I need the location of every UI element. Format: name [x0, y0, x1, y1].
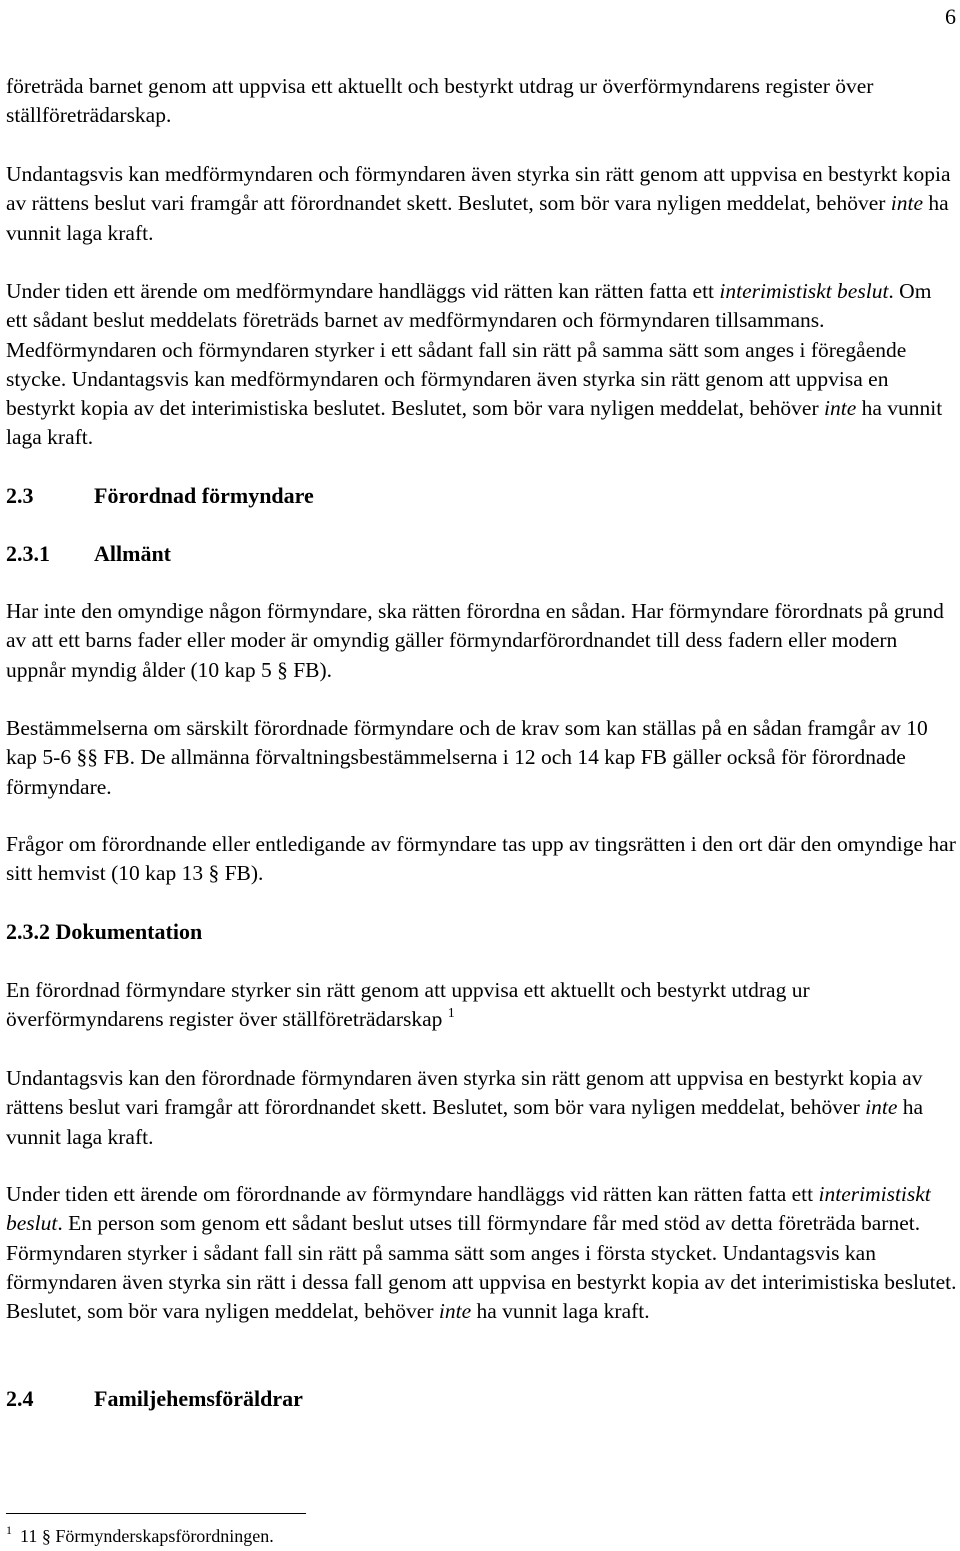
heading-2-3-1: 2.3.1 Allmänt: [6, 541, 171, 566]
paragraph-9: Under tiden ett ärende om förordnande av förmyndare handläggs vid rätten kan rätten fatta ett interimistiskt beslut. En person som genom ett sådant beslut utses till förmyndare får med stöd av detta företräda barnet. Förmyndaren styrker i sådant fall sin rätt på samma sätt som anges i första stycket. Undantagsvis kan förmyndaren även styrka sin rätt i dessa fall genom att uppvisa en bestyrkt kopia av det interimistiska beslutet. Beslutet, som bör vara nyligen meddelat, behöver inte ha vunnit laga kraft.: [6, 1182, 957, 1324]
footnote: [6, 1524, 274, 1548]
footnote-text: 11 § Förmynderskapsförordningen.: [20, 1526, 274, 1546]
paragraph-7: En förordnad förmyndare styrker sin rätt genom att uppvisa ett aktuellt och bestyrkt utdrag ur överförmyndarens register över ställföreträdarskap $^1$: [6, 978, 810, 1032]
heading-2-3: 2.3 Förordnad förmyndare: [6, 483, 314, 508]
heading-2-3-2: 2.3.2 Dokumentation: [6, 919, 203, 944]
paragraph-1: företräda barnet genom att uppvisa ett aktuellt och bestyrkt utdrag ur överförmyndarens register över ställföreträdarskap.: [6, 74, 874, 128]
paragraph-2: Undantagsvis kan medförmyndaren och förmyndaren även styrka sin rätt genom att uppvisa en bestyrkt kopia av rättens beslut vari framgår att förordnandet skett. Beslutet, som bör vara nyligen meddelat, behöver inte ha vunnit laga kraft.: [6, 162, 951, 245]
paragraph-5: Bestämmelserna om särskilt förordnade förmyndare och de krav som kan ställas på en sådan framgår av 10 kap 5-6 §§ FB. De allmänna förvaltningsbestämmelserna i 12 och 14 kap FB gäller också för förordnade förmyndare.: [6, 716, 928, 799]
paragraph-6: Frågor om förordnande eller entledigande av förmyndare tas upp av tingsrätten i den ort där den omyndige har sitt hemvist (10 kap 13 § FB).: [6, 832, 956, 886]
footnote-divider: [6, 1513, 306, 1514]
heading-2-4: 2.4 Familjehemsföräldrar: [6, 1386, 303, 1411]
paragraph-3: Under tiden ett ärende om medförmyndare handläggs vid rätten kan rätten fatta ett interimistiskt beslut. Om ett sådant beslut meddelats företräds barnet av medförmyndaren och förmyndaren tillsammans. Medförmyndaren och förmyndaren styrker i ett sådant fall sin rätt på samma sätt som anges i föregående stycke. Undantagsvis kan medförmyndaren och förmyndaren även styrka sin rätt genom att uppvisa en bestyrkt kopia av det interimistiska beslutet. Beslutet, som bör vara nyligen meddelat, behöver inte ha vunnit laga kraft.: [6, 279, 943, 450]
paragraph-8: Undantagsvis kan den förordnade förmyndaren även styrka sin rätt genom att uppvisa en bestyrkt kopia av rättens beslut vari framgår att förordnandet skett. Beslutet, som bör vara nyligen meddelat, behöver inte ha vunnit laga kraft.: [6, 1066, 924, 1149]
footnote-mark: 1: [6, 1523, 12, 1537]
paragraph-4: Har inte den omyndige någon förmyndare, ska rätten förordna en sådan. Har förmyndare förordnats på grund av att ett barns fader eller moder är omyndig gäller förmyndarförordnandet till dess fadern eller modern uppnår myndig ålder (10 kap 5 § FB).: [6, 599, 944, 682]
footnote-reference[interactable]: 1: [447, 1006, 455, 1022]
page-number: 6: [945, 4, 956, 29]
